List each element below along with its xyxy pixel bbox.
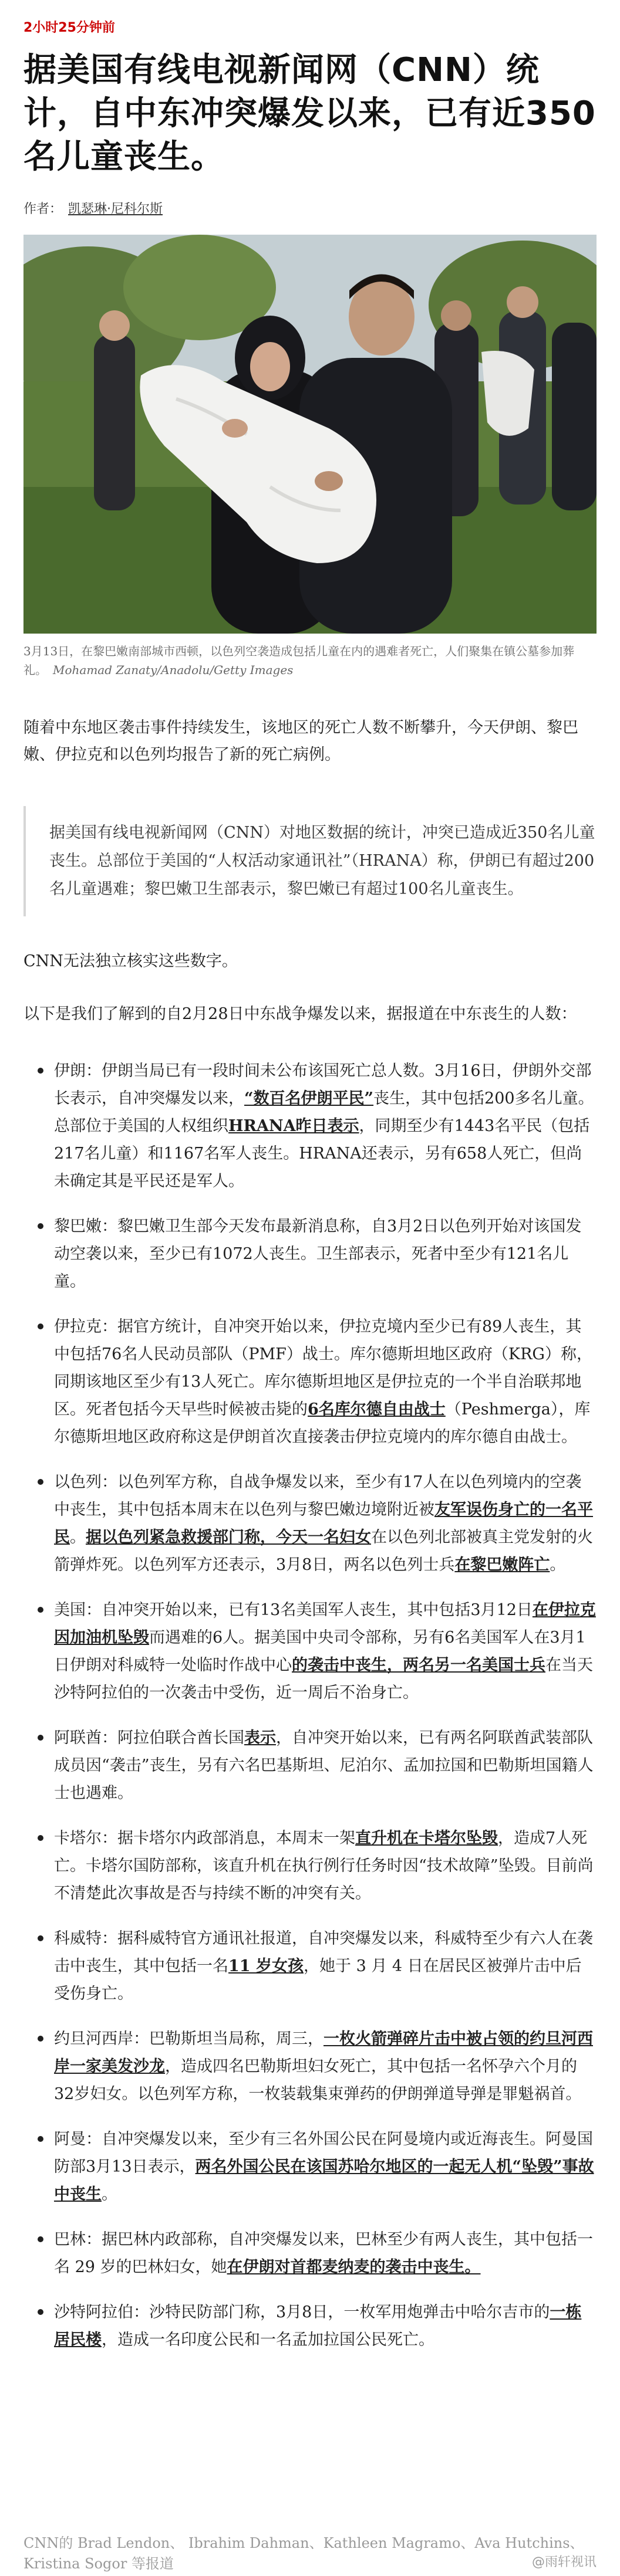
- item-text: 黎巴嫩：黎巴嫩卫生部今天发布最新消息称，自3月2日以色列开始对该国发动空袭以来，至少已有1072人丧生。卫生部表示，死者中至少有121名儿童。: [54, 1217, 582, 1291]
- list-item-saudi-arabia: [54, 2299, 597, 2354]
- article-headline: 据美国有线电视新闻网（CNN）统计，自中东冲突爆发以来，已有近350名儿童丧生。: [23, 51, 596, 176]
- item-link[interactable]: 表示: [244, 1729, 276, 1747]
- verification-note: CNN无法独立核实这些数字。: [23, 952, 238, 970]
- byline-label: 作者：: [23, 202, 63, 216]
- list-item-qatar: [54, 1824, 597, 1907]
- author-link[interactable]: 凯瑟琳·尼科尔斯: [68, 202, 163, 216]
- caption-credit: Mohamad Zanaty/Anadolu/Getty Images: [53, 663, 294, 677]
- item-link[interactable]: 昨日表示: [295, 1117, 359, 1135]
- item-text: 以色列：以色列军方称，自战争爆发以来，至少有17人在以色列境内的空袭中丧生，其中包括本周末在以色列与黎巴嫩边境附近被: [54, 1473, 582, 1519]
- list-item-uae: [54, 1724, 597, 1807]
- list-item-west-bank: [54, 2025, 597, 2108]
- byline: [23, 199, 597, 217]
- list-item-iran: [54, 1057, 597, 1195]
- item-text: ，造成四名巴勒斯坦妇女死亡，其中包括一名怀孕六个月的32岁妇女。以色列军方称，一枚装载集束弹药的伊朗弹道导弹是罪魁祸首。: [54, 2057, 582, 2103]
- item-text: ，她于 3 月 4 日在居民区被弹片击中后受伤身亡。: [54, 1957, 582, 2003]
- item-link[interactable]: 在伊拉克因加油机坠毁: [54, 1601, 596, 1647]
- caption-text: 3月13日，在黎巴嫩南部城市西顿，以色列空袭造成包括儿童在内的遇难者死亡，人们聚集在镇公墓参加葬礼。: [23, 644, 575, 677]
- item-text: 而遇难的6人。据美国中央司令部称，另有6名美国军人在3月1日伊朗对科威特一处临时作战中心: [54, 1629, 586, 1674]
- item-text: 。: [550, 1556, 566, 1574]
- article-photo: [23, 235, 597, 634]
- item-text: 阿联酋：阿拉伯联合酋长国: [54, 1729, 244, 1747]
- item-link[interactable]: 据以色列紧急救援部门称，今天一名妇女: [86, 1528, 371, 1546]
- item-link[interactable]: 的袭击中丧生，两名另一名美国士兵: [292, 1656, 545, 1674]
- list-lead-paragraph: 以下是我们了解到的自2月28日中东战争爆发以来，据报道在中东丧生的人数：: [23, 1005, 577, 1023]
- list-item-oman: [54, 2125, 597, 2208]
- photo-caption: [23, 642, 597, 679]
- item-text: 在以色列北部被真主党发射的火箭弹炸死。以色列军方还表示，3月8日，两名以色列士兵: [54, 1528, 593, 1574]
- item-text: 卡塔尔：据卡塔尔内政部消息，本周末一架: [54, 1829, 355, 1847]
- watermark: @雨轩视讯: [531, 2555, 597, 2570]
- item-text: 阿曼：自冲突爆发以来，至少有三名外国公民在阿曼境内或近海丧生。阿曼国防部3月13日表示，: [54, 2130, 593, 2176]
- item-text: 美国：自冲突开始以来，已有13名美国军人丧生，其中包括3月12日: [54, 1601, 533, 1619]
- item-text: （Peshmerga），库尔德斯坦地区政府称这是伊朗首次直接袭击伊拉克境内的库尔德自由战士。: [54, 1400, 591, 1446]
- item-text: 伊拉克：据官方统计，自冲突开始以来，伊拉克境内至少已有89人丧生，其中包括76名人民动员部队（PMF）战士。库尔德斯坦地区政府（KRG）称，同期该地区至少有13人死亡。库尔德斯坦地区是伊拉克的一个半自治联邦地区。死者包括今天早些时候被击毙的: [54, 1318, 592, 1419]
- item-text: ，自冲突开始以来，已有两名阿联酋武装部队成员因“袭击”丧生，另有六名巴基斯坦、尼泊尔、孟加拉国和巴勒斯坦国籍人士也遇难。: [54, 1729, 594, 1802]
- item-link[interactable]: “数百名伊朗平民”: [244, 1089, 374, 1108]
- item-text: ，同期至少有1443名平民（包括217名儿童）和1167名军人丧生。HRANA还表示，另有658人死亡，但尚未确定其是平民还是军人。: [54, 1117, 590, 1190]
- list-item-kuwait: [54, 1925, 597, 2008]
- list-item-bahrain: [54, 2226, 597, 2281]
- item-link[interactable]: 两名外国公民在该国苏哈尔地区的一起无人机“坠毁”事故中丧生: [54, 2158, 594, 2203]
- item-text: 。: [70, 1528, 86, 1546]
- item-text: 丧生，其中包括200多名儿童。总部位于美国的人权组织: [54, 1089, 594, 1135]
- item-text: 在当天沙特阿拉伯的一次袭击中受伤，近一周后不治身亡。: [54, 1656, 593, 1702]
- funeral-photo-illustration: [23, 235, 597, 634]
- list-item-lebanon: [54, 1213, 597, 1295]
- item-link[interactable]: 11 岁女孩: [228, 1957, 304, 1975]
- item-link[interactable]: HRANA: [228, 1117, 296, 1135]
- item-text: 科威特：据科威特官方通讯社报道，自冲突爆发以来，科威特至少有六人在袭击中丧生，其中包括一名: [54, 1930, 593, 1975]
- item-link[interactable]: 6名库尔德自由战士: [308, 1400, 446, 1419]
- item-link[interactable]: 一栋居民楼: [54, 2303, 582, 2349]
- intro-paragraph: 随着中东地区袭击事件持续发生，该地区的死亡人数不断攀升，今天伊朗、黎巴嫩、伊拉克和以色列均报告了新的死亡病例。: [23, 719, 578, 764]
- item-link[interactable]: 在伊朗对首都麦纳麦的袭击中丧生。: [227, 2258, 481, 2276]
- item-text: 沙特阿拉伯：沙特民防部门称，3月8日，一枚军用炮弹击中哈尔吉市的: [54, 2303, 550, 2321]
- list-item-iraq: [54, 1313, 597, 1451]
- footer-credits: CNN的 Brad Lendon、 Ibrahim Dahman、Kathleen Magramo、Ava Hutchins、Kristina Sogor 等报道: [23, 2535, 584, 2572]
- list-item-usa: [54, 1596, 597, 1707]
- list-item-israel: [54, 1468, 597, 1579]
- item-link[interactable]: 直升机在卡塔尔坠毁: [355, 1829, 498, 1847]
- time-ago-label: 2小时25分钟前: [23, 21, 115, 35]
- item-text: ，造成一名印度公民和一名孟加拉国公民死亡。: [102, 2331, 434, 2349]
- item-text: 。: [102, 2185, 117, 2203]
- item-text: ，造成7人死亡。卡塔尔国防部称，该直升机在执行例行任务时因“技术故障”坠毁。目前尚不清楚此次事故是否与持续不断的冲突有关。: [54, 1829, 594, 1903]
- summary-blockquote: 据美国有线电视新闻网（CNN）对地区数据的统计，冲突已造成近350名儿童丧生。总部位于美国的“人权活动家通讯社”（HRANA）称，伊朗已有超过200名儿童遇难；黎巴嫩卫生部表示，黎巴嫩已有超过100名儿童丧生。: [23, 806, 597, 916]
- item-text: 约旦河西岸：巴勒斯坦当局称，周三，: [54, 2030, 324, 2048]
- item-text: 巴林：据巴林内政部称，自冲突爆发以来，巴林至少有两人丧生，其中包括一名 29 岁的巴林妇女，她: [54, 2230, 593, 2276]
- item-text: 伊朗：伊朗当局已有一段时间未公布该国死亡总人数。3月16日，伊朗外交部长表示，自冲突爆发以来，: [54, 1062, 592, 1108]
- casualty-list: [23, 1057, 597, 2354]
- item-link[interactable]: 在黎巴嫩阵亡: [454, 1556, 550, 1574]
- item-link[interactable]: 一枚火箭弹碎片击中被占领的约旦河西岸一家美发沙龙: [54, 2030, 593, 2076]
- item-link[interactable]: 友军误伤身亡的一名平民: [54, 1501, 593, 1546]
